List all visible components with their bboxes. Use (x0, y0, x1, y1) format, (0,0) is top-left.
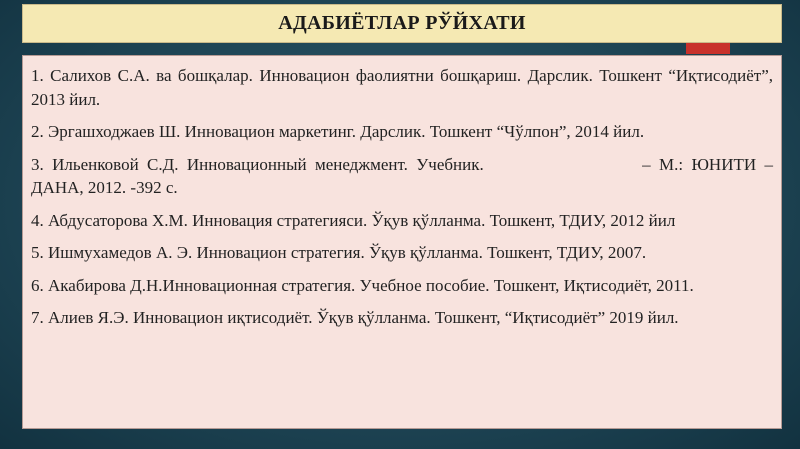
reference-item: 6. Акабирова Д.Н.Инновационная стратегия. Учебное пособие. Тошкент, Иқтисодиёт, 2011. (31, 275, 694, 295)
reference-item: 7. Алиев Я.Э. Инновацион иқтисодиёт. Ўқув қўлланма. Тошкент, “Иқтисодиёт” 2019 йил. (31, 308, 679, 327)
title-banner (22, 4, 782, 43)
page-title: АДАБИЁТЛАР РЎЙХАТИ (278, 12, 526, 34)
reference-item: 2. Эргашходжаев Ш. Инновацион маркетинг. Дарслик. Тошкент “Чўлпон”, 2014 йил. (31, 122, 645, 141)
reference-text: 3. Ильенковой С.Д. Инновационный менеджмент. Учебник. (31, 154, 484, 174)
reference-item: 1. Салихов С.А. ва бошқалар. Инновацион фаолиятни бошқариш. Дарслик. Тошкент “Иқтисодиёт”, 2013 йил. (31, 66, 773, 109)
reference-item: 5. Ишмухамедов А. Э. Инновацион стратегия. Ўқув қўлланма. Тошкент, ТДИУ, 2007. (31, 243, 647, 262)
reference-item (31, 153, 773, 200)
references-panel (22, 55, 782, 429)
reference-text-tail: – М.: ЮНИТИ –ДАНА, 2012. -392 с. (31, 154, 773, 197)
reference-item: 4. Абдусаторова Х.М. Инновация стратегияси. Ўқув қўлланма. Тошкент, ТДИУ, 2012 йил (31, 210, 676, 230)
